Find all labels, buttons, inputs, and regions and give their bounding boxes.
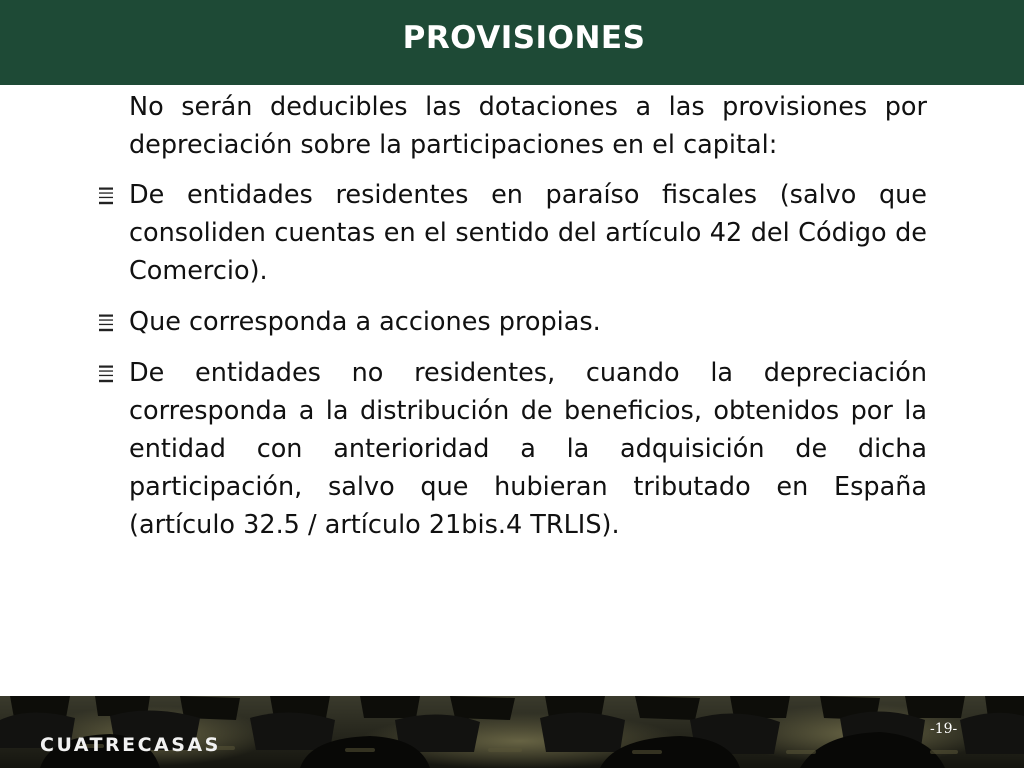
- triple-bar-bullet-icon: [98, 187, 114, 205]
- footer-photo-strip: [0, 696, 1024, 768]
- triple-bar-bullet-icon: [98, 365, 114, 383]
- slide-title: PROVISIONES: [402, 20, 646, 56]
- auditorium-chairs-photo: [0, 696, 1024, 768]
- triple-bar-bullet-icon: [98, 314, 114, 332]
- bullet-item: [129, 354, 927, 544]
- bullet-text: De entidades no residentes, cuando la depreciación corresponda a la distribución de beneficios, obtenidos por la entidad con anterioridad a la adquisición de dicha participación, salvo que hubieran tributado en España (artículo 32.5 / artículo 21bis.4 TRLIS).: [129, 358, 927, 540]
- bullet-text: De entidades residentes en paraíso fiscales (salvo que consoliden cuentas en el sentido del artículo 42 del Código de Comercio).: [129, 180, 927, 286]
- bullet-item: [129, 176, 927, 290]
- cuatrecasas-logo: CUATRECASAS: [40, 734, 221, 756]
- intro-paragraph: No serán deducibles las dotaciones a las provisiones por depreciación sobre la participaciones en el capital:: [129, 92, 927, 160]
- slide-content: [0, 88, 1024, 557]
- bullet-item: [129, 303, 927, 341]
- page-number: -19-: [930, 721, 958, 737]
- bullet-text: Que corresponda a acciones propias.: [129, 307, 601, 337]
